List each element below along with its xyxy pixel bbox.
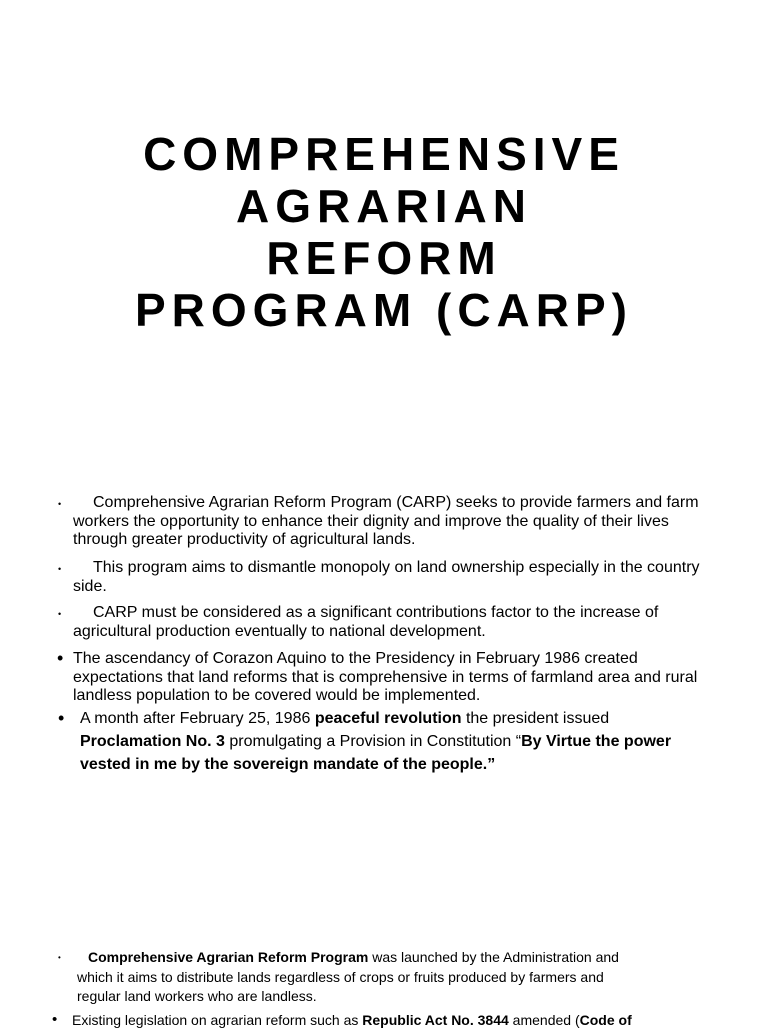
bullet-item-proclamation: [58, 707, 680, 776]
bullet-icon: •: [57, 648, 64, 668]
bullet-icon: •: [58, 708, 65, 728]
title-line-3: REFORM: [266, 232, 502, 284]
bullet-text: A month after February 25, 1986 peaceful revolution the president issued Proclamation No. 3 promulgating a Provision in Constitution “By Virtue the power vested in me by the sovereign mandate of the people.”: [80, 710, 672, 773]
title-line-4: PROGRAM (CARP): [135, 284, 633, 336]
bullet-text: The ascendancy of Corazon Aquino to the Presidency in February 1986 created expectations that land reforms that is comprehensive in terms of farmland area and rural landless population to be covered would be implemented.: [73, 650, 698, 704]
page-title: [0, 128, 768, 336]
bullet-text: Comprehensive Agrarian Reform Program was launched by the Administration and which it aims to distribute lands regardless of crops or fruits produced by farmers and regular land workers who are landless.: [77, 949, 619, 1004]
bullet-item-carp-launched: [58, 948, 647, 1007]
bullet-item-dismantle-monopoly: [58, 559, 703, 596]
title-line-1: COMPREHENSIVE: [143, 128, 625, 180]
bullet-icon: •: [58, 953, 61, 962]
bullet-icon: •: [58, 564, 62, 574]
bullet-icon: •: [58, 499, 62, 509]
bullet-item-aquino-presidency: [57, 648, 703, 706]
bullet-item-carp-purpose: [58, 494, 703, 550]
bullet-icon: •: [52, 1011, 58, 1028]
bullet-item-existing-legislation: [52, 1011, 672, 1031]
bullet-icon: •: [58, 609, 62, 619]
bullet-text: CARP must be considered as a significant contributions factor to the increase of agricultural production eventually to national development.: [73, 604, 659, 640]
title-line-2: AGRARIAN: [236, 180, 532, 232]
bullet-text: Existing legislation on agrarian reform such as Republic Act No. 3844 amended (Code of: [72, 1012, 632, 1028]
bullet-text: Comprehensive Agrarian Reform Program (CARP) seeks to provide farmers and farm workers the opportunity to enhance their dignity and improve the quality of their lives through greater productivity of agricultural lands.: [73, 494, 699, 548]
bullet-text: This program aims to dismantle monopoly on land ownership especially in the country side.: [73, 559, 700, 595]
bullet-item-significant-factor: [58, 604, 703, 641]
